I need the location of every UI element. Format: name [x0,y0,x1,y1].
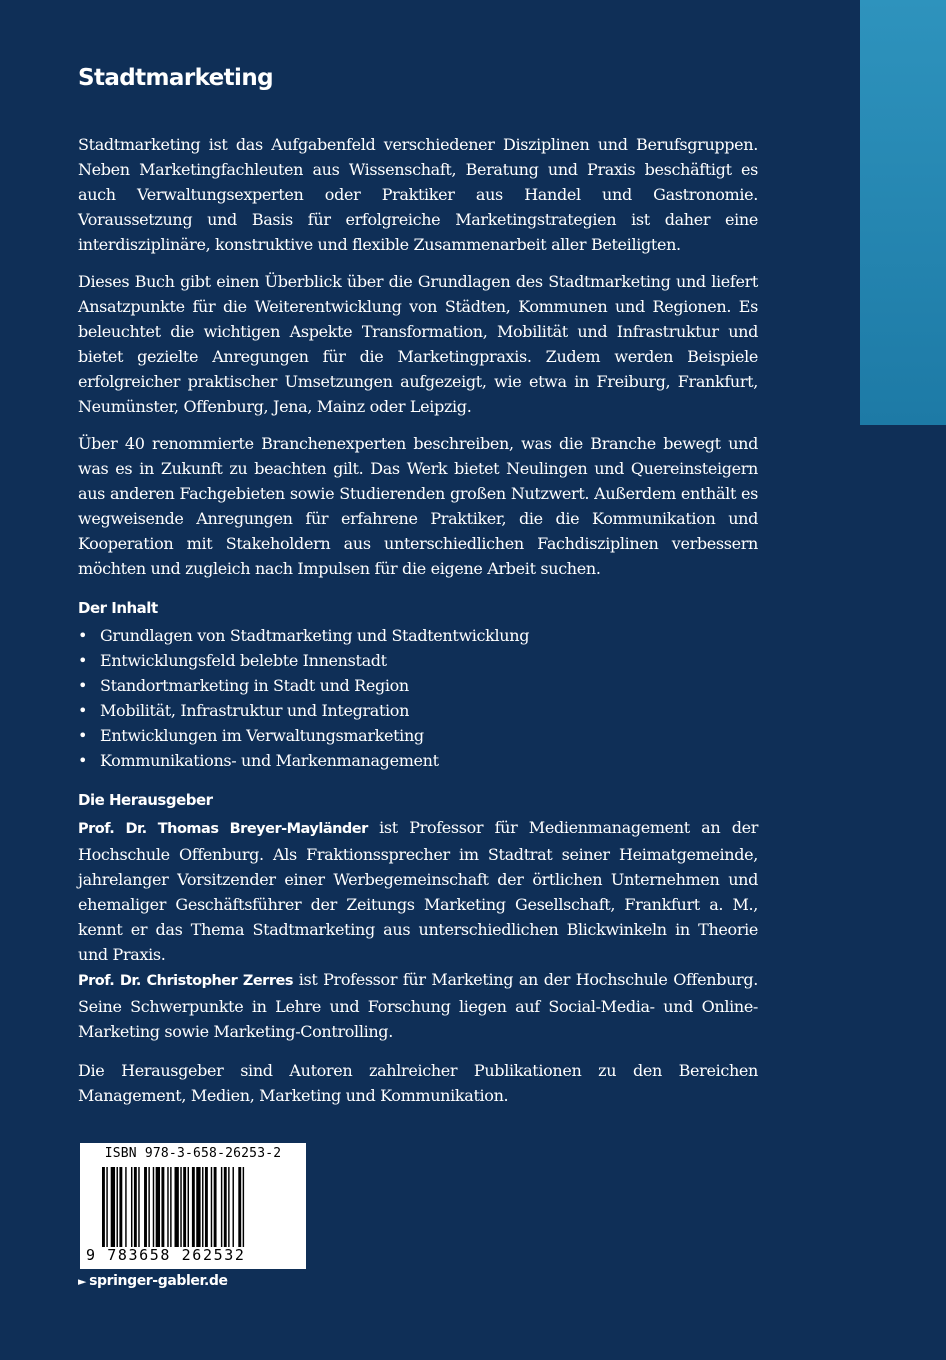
editors-closing-paragraph: Die Herausgeber sind Autoren zahlreicher Publikationen zu den Bereichen Management, Medien, Marketing und Kommunikation. [78,1061,758,1105]
barcode-bar [214,1167,217,1247]
barcode-bar [202,1167,203,1247]
ean-digits: 9 783658 262532 [86,1246,246,1264]
editor-bio-zerres [78,967,758,1044]
back-cover-text [78,62,758,1108]
barcode-bar [192,1167,195,1247]
isbn-barcode [80,1143,306,1269]
barcode-bar [167,1167,168,1247]
list-item: • Entwicklungsfeld belebte Innenstadt [78,648,758,673]
barcode-bar [221,1167,222,1247]
overview-paragraph: Dieses Buch gibt einen Überblick über die Grundlagen des Stadtmarketing und liefert Ansatzpunkte für die Weiterentwicklung von Städten, Kommunen und Regionen. Es beleuchtet die wichtigen Aspekte Transformation, Mobilität und Infrastruktur und bietet gezielte Anregungen für die Marketingpraxis. Zudem werden Beispiele erfolgreicher praktischer Umsetzungen aufgezeigt, wie etwa in Freiburg, Frankfurt, Neumünster, Offenburg, Jena, Mainz oder Leipzig. [78,272,758,416]
editors-heading: Die Herausgeber [78,791,213,809]
bullet-icon: • [78,651,88,670]
bullet-icon: • [78,701,88,720]
experts-paragraph: Über 40 renommierte Branchenexperten beschreiben, was die Branche bewegt und was es in Zukunft zu beachten gilt. Das Werk bietet Neulingen und Quereinsteigern aus anderen Fachgebieten sowie Studierenden großen Nutzwert. Außerdem enthält es wegweisende Anregungen für erfahrene Praktiker, die die Kommunikation und Kooperation mit Stakeholdern aus unterschiedlichen Fachdisziplinen verbessern möchten und zugleich nach Impulsen für die eigene Arbeit suchen. [78,434,758,578]
barcode-bar [211,1167,212,1247]
bullet-icon: • [78,726,88,745]
editor-description: ist Professor für Marketing an der Hochschule Offenburg. Seine Schwerpunkte in Lehre und Forschung liegen auf Social-Media- und Online-Marketing sowie Marketing-Controlling. [78,970,758,1041]
barcode-bar [111,1167,115,1247]
bullet-icon: • [78,626,88,645]
bullet-icon: • [78,751,88,770]
list-item: • Entwicklungen im Verwaltungsmarketing [78,723,758,748]
barcode-bar [117,1167,118,1247]
list-item: • Standortmarketing in Stadt und Region [78,673,758,698]
barcode-bar [161,1167,164,1247]
barcode-bar [205,1167,208,1247]
contents-list [78,623,758,773]
barcode-bar [131,1167,132,1247]
barcode-bar [153,1167,154,1247]
barcode-bar [106,1167,107,1247]
editor-name: Prof. Dr. Thomas Breyer-Mayländer [78,821,368,837]
list-item: • Grundlagen von Stadtmarketing und Stadtentwicklung [78,623,758,648]
barcode-bar [156,1167,160,1247]
list-item: • Mobilität, Infrastruktur und Integration [78,698,758,723]
barcode-bar [228,1167,229,1247]
barcode-bars [102,1167,292,1247]
barcode-bar [119,1167,122,1247]
intro-paragraph: Stadtmarketing ist das Aufgabenfeld verschiedener Disziplinen und Berufsgruppen. Neben Marketingfachleuten aus Wissenschaft, Beratung und Praxis beschäftigt es auch Verwaltungsexperten oder Praktiker aus Handel und Gastronomie. Voraussetzung und Basis für erfolgreiche Marketingstrategien ist daher eine interdisziplinäre, konstruktive und flexible Zusammenarbeit aller Beteiligten. [78,135,758,254]
arrow-right-icon: ► [78,1275,87,1288]
editor-description: ist Professor für Medienmanagement an der Hochschule Offenburg. Als Fraktionssprecher im Stadtrat seiner Heimatgemeinde, jahrelanger Vorsitzender einer Werbegemeinschaft der örtlichen Unternehmen und ehemaliger Geschäftsführer der Zeitungs Marketing Gesellschaft, Frankfurt a. M., kennt er das Thema Stadtmarketing aus unterschiedlichen Blickwinkeln in Theorie und Praxis. [78,818,759,964]
barcode-bar [144,1167,147,1247]
barcode-bar [134,1167,137,1247]
barcode-bar [180,1167,181,1247]
publisher-url: springer-gabler.de [89,1273,228,1289]
accent-color-band [860,0,946,425]
editor-bio-breyer-maylaender [78,815,758,967]
barcode-bar [170,1167,171,1247]
barcode-bar [224,1167,227,1247]
publisher-website-link[interactable] [78,1273,228,1289]
barcode-bar [125,1167,126,1247]
book-title: Stadtmarketing [78,65,273,91]
isbn-label: ISBN 978-3-658-26253-2 [104,1146,282,1161]
barcode-bar [175,1167,179,1247]
editor-name: Prof. Dr. Christopher Zerres [78,973,293,989]
barcode-bar [138,1167,139,1247]
barcode-bar [102,1167,105,1247]
barcode-bar [183,1167,186,1247]
barcode-bar [196,1167,200,1247]
barcode-bar [148,1167,149,1247]
contents-heading: Der Inhalt [78,599,158,617]
barcode-bar [233,1167,234,1247]
barcode-bar [188,1167,189,1247]
list-item: • Kommunikations- und Markenmanagement [78,748,758,773]
barcode-bar [238,1167,241,1247]
barcode-bar [243,1167,244,1247]
bullet-icon: • [78,676,88,695]
